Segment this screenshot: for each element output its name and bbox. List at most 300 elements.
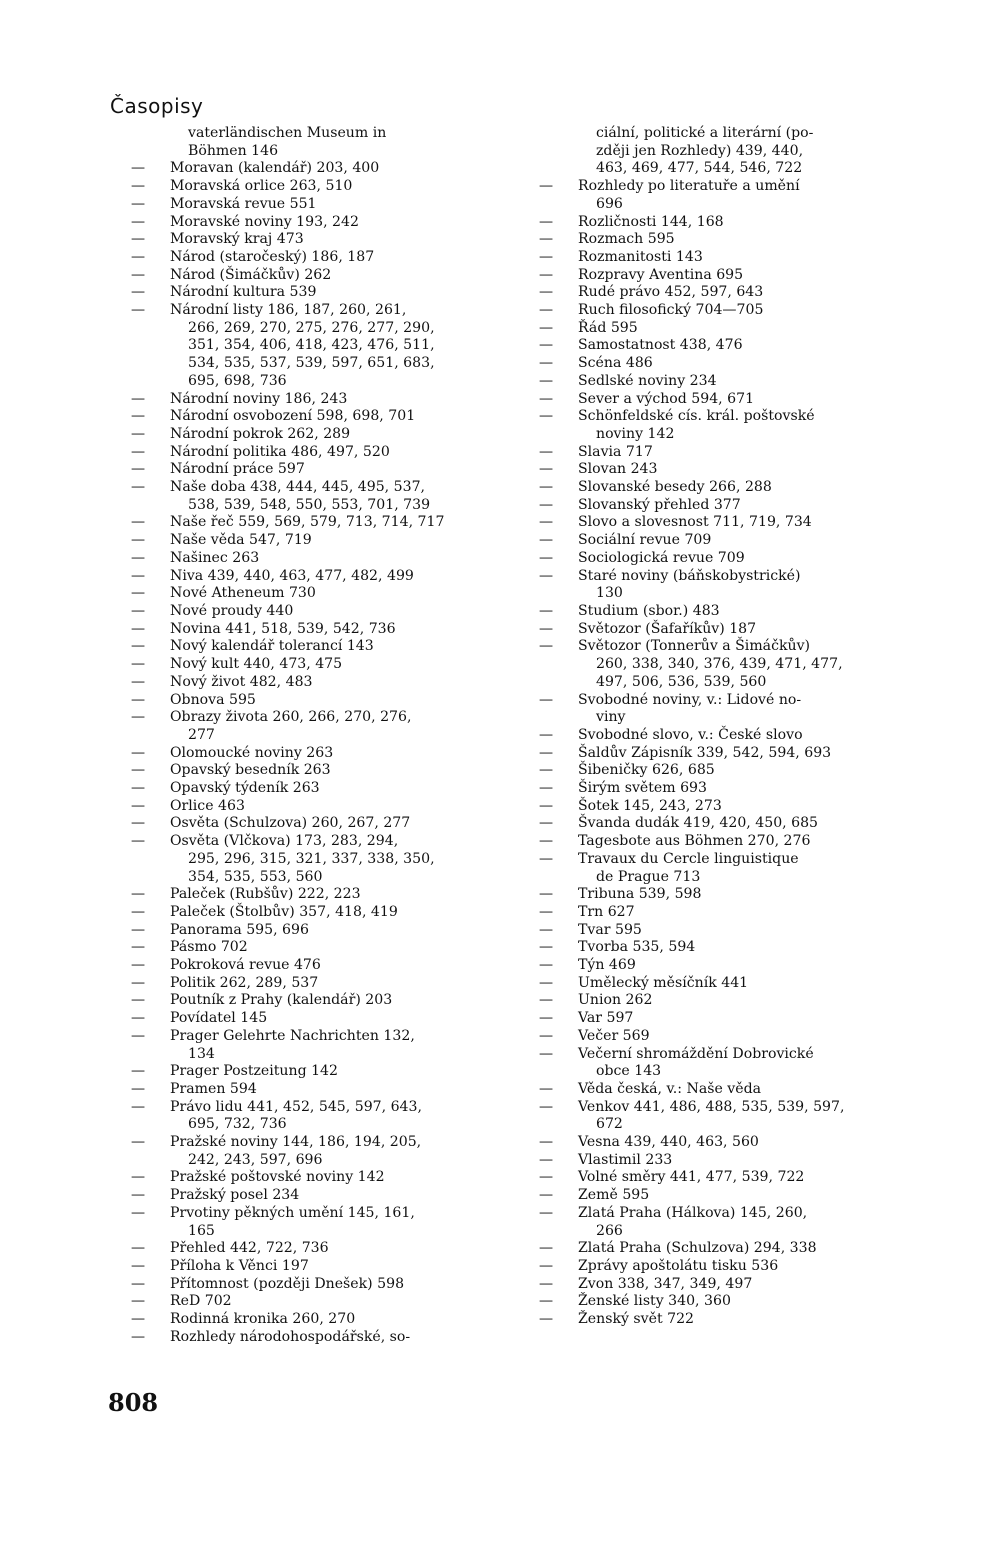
entry-dash: —: [538, 1134, 554, 1151]
entry-text: Prvotiny pěkných umění 145, 161,: [170, 1204, 415, 1221]
entry-dash: —: [538, 1258, 554, 1274]
entry-text: Slovo a slovesnost 711, 719, 734: [578, 514, 812, 531]
entry-text: Nový život 482, 483: [170, 673, 313, 690]
index-entry: [534, 638, 890, 691]
entry-text: Večerní shromáždění Dobrovické: [578, 1045, 814, 1062]
entry-dash: —: [130, 1187, 146, 1204]
entry-text: Orlice 463: [170, 797, 245, 814]
entry-dash: —: [130, 514, 146, 531]
entry-text: Moravan (kalendář) 203, 400: [170, 160, 380, 177]
entry-text: Pražské poštovské noviny 142: [170, 1169, 385, 1186]
entry-text: Olomoucké noviny 263: [170, 744, 334, 761]
index-entry: [534, 1276, 890, 1294]
entry-dash: —: [130, 160, 146, 177]
entry-text: Paleček (Štolbův) 357, 418, 419: [170, 903, 398, 920]
entry-continuation: 165: [188, 1222, 215, 1239]
index-entry: [126, 603, 496, 621]
index-entry: [534, 886, 890, 904]
index-entry: [534, 1311, 890, 1329]
entry-dash: —: [538, 479, 554, 496]
index-entry: [126, 904, 496, 922]
entry-dash: —: [130, 709, 146, 726]
entry-dash: —: [130, 1275, 146, 1292]
entry-dash: —: [130, 921, 146, 938]
index-entry: [126, 585, 496, 603]
entry-dash: —: [538, 1027, 554, 1044]
entry-dash: —: [538, 372, 554, 389]
entry-text: Národ (Šimáčkův) 262: [170, 266, 332, 283]
index-entry: [534, 125, 890, 178]
entry-dash: —: [538, 1204, 554, 1221]
entry-text: Svobodné slovo, v.: České slovo: [578, 726, 803, 743]
entry-dash: —: [538, 443, 554, 460]
index-entry: [126, 125, 496, 160]
entry-dash: —: [538, 833, 554, 850]
entry-text: Ženské listy 340, 360: [578, 1293, 731, 1310]
index-entry: [126, 957, 496, 975]
index-entry: [126, 1240, 496, 1258]
entry-dash: —: [538, 903, 554, 920]
index-entry: [534, 373, 890, 391]
index-entry: [126, 461, 496, 479]
entry-continuation: 134: [188, 1045, 215, 1062]
index-entry: [126, 408, 496, 426]
entry-text: Var 597: [578, 1010, 634, 1027]
index-entry: [534, 479, 890, 497]
index-entry: [126, 1099, 496, 1134]
entry-continuation: 534, 535, 537, 539, 597, 651, 683,: [188, 355, 435, 372]
entry-continuation: 266, 269, 270, 275, 276, 277, 290,: [188, 319, 435, 336]
index-entry: [126, 444, 496, 462]
index-entry: [126, 302, 496, 391]
entry-continuation: 463, 469, 477, 544, 546, 722: [596, 160, 803, 177]
index-entry: [534, 320, 890, 338]
entry-dash: —: [130, 1258, 146, 1274]
entry-continuation: 672: [596, 1116, 623, 1133]
index-entry: [534, 762, 890, 780]
index-entry: [534, 1258, 890, 1276]
entry-dash: —: [130, 408, 146, 425]
index-entry: [126, 532, 496, 550]
entry-text: Moravská orlice 263, 510: [170, 178, 353, 195]
entry-continuation: 497, 506, 536, 539, 560: [596, 673, 767, 690]
entry-dash: —: [130, 833, 146, 850]
entry-dash: —: [130, 1240, 146, 1257]
entry-dash: —: [130, 744, 146, 761]
index-entry: [126, 214, 496, 232]
entry-dash: —: [130, 302, 146, 319]
index-entry: [534, 214, 890, 232]
entry-dash: —: [538, 974, 554, 991]
entry-dash: —: [130, 178, 146, 195]
index-entry: [534, 815, 890, 833]
entry-continuation: 260, 338, 340, 376, 439, 471, 477,: [596, 656, 843, 673]
entry-dash: —: [538, 939, 554, 956]
entry-text: Ženský svět 722: [578, 1311, 695, 1328]
entry-dash: —: [538, 620, 554, 637]
index-entry: [126, 780, 496, 798]
entry-dash: —: [538, 1311, 554, 1328]
entry-dash: —: [130, 797, 146, 814]
entry-dash: —: [538, 549, 554, 566]
entry-dash: —: [130, 248, 146, 265]
entry-text: Slovanské besedy 266, 288: [578, 479, 772, 496]
index-entry: [126, 231, 496, 249]
entry-continuation: de Prague 713: [596, 868, 701, 885]
entry-dash: —: [538, 355, 554, 372]
entry-continuation: 354, 535, 553, 560: [188, 868, 323, 885]
entry-text: Vesna 439, 440, 463, 560: [578, 1134, 759, 1151]
index-entry: [126, 992, 496, 1010]
entry-text: Opavský týdeník 263: [170, 780, 320, 797]
entry-text: Zlatá Praha (Schulzova) 294, 338: [578, 1240, 817, 1257]
index-entry: [126, 1028, 496, 1063]
entry-text: Sever a východ 594, 671: [578, 390, 755, 407]
entry-dash: —: [538, 390, 554, 407]
entry-text: Studium (sbor.) 483: [578, 602, 720, 619]
index-entry: [126, 815, 496, 833]
index-entry: [534, 922, 890, 940]
entry-dash: —: [538, 1151, 554, 1168]
entry-dash: —: [130, 1293, 146, 1310]
index-entry: [126, 284, 496, 302]
entry-dash: —: [130, 585, 146, 602]
entry-dash: —: [130, 939, 146, 956]
index-entry: [126, 922, 496, 940]
entry-dash: —: [130, 1311, 146, 1328]
index-entry: [534, 692, 890, 727]
entry-text: Obnova 595: [170, 691, 256, 708]
entry-dash: —: [130, 390, 146, 407]
entry-text: Vlastimil 233: [578, 1151, 673, 1168]
entry-text: Osvěta (Schulzova) 260, 267, 277: [170, 815, 411, 832]
entry-dash: —: [130, 1027, 146, 1044]
entry-text: Sociální revue 709: [578, 532, 712, 549]
entry-text: Zprávy apoštolátu tisku 536: [578, 1258, 779, 1274]
index-entry: [534, 231, 890, 249]
entry-dash: —: [538, 213, 554, 230]
index-entry: [534, 337, 890, 355]
index-entry: [126, 833, 496, 886]
entry-text: Povídatel 145: [170, 1010, 268, 1027]
entry-dash: —: [130, 195, 146, 212]
index-entry: [534, 497, 890, 515]
entry-dash: —: [130, 886, 146, 903]
entry-text: Večer 569: [578, 1027, 650, 1044]
entry-dash: —: [538, 886, 554, 903]
entry-dash: —: [538, 461, 554, 478]
entry-dash: —: [538, 248, 554, 265]
index-entry: [534, 514, 890, 532]
entry-continuation: 295, 296, 315, 321, 337, 338, 350,: [188, 850, 435, 867]
entry-text: Právo lidu 441, 452, 545, 597, 643,: [170, 1098, 422, 1115]
entry-text: Ruch filosofický 704—705: [578, 302, 764, 319]
index-entry: [126, 1134, 496, 1169]
index-entry: [534, 444, 890, 462]
entry-dash: —: [538, 1080, 554, 1097]
index-entry: [534, 355, 890, 373]
section-title: Časopisy: [110, 94, 204, 118]
index-entry: [534, 621, 890, 639]
entry-text: Moravské noviny 193, 242: [170, 213, 359, 230]
entry-dash: —: [538, 496, 554, 513]
index-entry: [126, 886, 496, 904]
entry-text: Opavský besedník 263: [170, 762, 331, 779]
entry-continuation: noviny 142: [596, 425, 675, 442]
index-entry: [126, 160, 496, 178]
entry-dash: —: [538, 957, 554, 974]
index-entry: [126, 1276, 496, 1294]
entry-text: Rudé právo 452, 597, 643: [578, 284, 764, 301]
entry-text: Scéna 486: [578, 355, 653, 372]
entry-text: Rozpravy Aventina 695: [578, 266, 744, 283]
index-entry: [126, 656, 496, 674]
entry-dash: —: [538, 1187, 554, 1204]
entry-text: Trn 627: [578, 903, 635, 920]
entry-dash: —: [538, 691, 554, 708]
index-entry: [534, 1010, 890, 1028]
entry-text: Šibeničky 626, 685: [578, 762, 715, 779]
entry-dash: —: [538, 319, 554, 336]
index-entry: [126, 762, 496, 780]
entry-dash: —: [130, 532, 146, 549]
index-entry: [126, 391, 496, 409]
entry-text: Pramen 594: [170, 1080, 257, 1097]
entry-dash: —: [130, 549, 146, 566]
entry-dash: —: [538, 762, 554, 779]
entry-continuation: Böhmen 146: [188, 142, 279, 159]
entry-text: Staré noviny (báňskobystrické): [578, 567, 801, 584]
entry-text: Šotek 145, 243, 273: [578, 797, 722, 814]
entry-text: Union 262: [578, 992, 653, 1009]
index-entry: [534, 284, 890, 302]
entry-text: Rozmach 595: [578, 231, 675, 248]
entry-text: Tvar 595: [578, 921, 642, 938]
entry-continuation: 277: [188, 726, 215, 743]
entry-continuation: 696: [596, 195, 623, 212]
index-entry: [534, 1293, 890, 1311]
index-entry: [126, 1258, 496, 1276]
entry-continuation: 351, 354, 406, 418, 423, 476, 511,: [188, 337, 435, 354]
entry-dash: —: [538, 992, 554, 1009]
entry-text: Národ (staročeský) 186, 187: [170, 248, 375, 265]
entry-text: Prager Gelehrte Nachrichten 132,: [170, 1027, 415, 1044]
entry-text: Přítomnost (později Dnešek) 598: [170, 1275, 405, 1292]
entry-text: Pásmo 702: [170, 939, 248, 956]
entry-text: Světozor (Šafaříkův) 187: [578, 620, 757, 637]
index-entry: [534, 904, 890, 922]
index-entry: [534, 745, 890, 763]
entry-dash: —: [130, 1328, 146, 1345]
entry-text: Slavia 717: [578, 443, 653, 460]
entry-text: Širým světem 693: [578, 780, 707, 797]
entry-dash: —: [538, 408, 554, 425]
entry-dash: —: [538, 1293, 554, 1310]
index-entry: [534, 957, 890, 975]
entry-continuation: 130: [596, 585, 623, 602]
index-entry: [534, 550, 890, 568]
entry-text: Prager Postzeitung 142: [170, 1063, 338, 1080]
index-entry: [126, 550, 496, 568]
index-entry: [126, 1081, 496, 1099]
index-entry: [534, 249, 890, 267]
entry-text: Rozhledy národohospodářské, so-: [170, 1328, 411, 1345]
entry-dash: —: [130, 780, 146, 797]
entry-continuation: 538, 539, 548, 550, 553, 701, 739: [188, 496, 431, 513]
entry-text: Slovanský přehled 377: [578, 496, 741, 513]
entry-dash: —: [130, 1134, 146, 1151]
index-entry: [126, 975, 496, 993]
entry-text: Nové Atheneum 730: [170, 585, 316, 602]
entry-dash: —: [538, 337, 554, 354]
index-entry: [126, 196, 496, 214]
entry-dash: —: [538, 1169, 554, 1186]
entry-text: Světozor (Tonnerův a Šimáčkův): [578, 638, 811, 655]
entry-dash: —: [538, 266, 554, 283]
entry-dash: —: [130, 1098, 146, 1115]
entry-dash: —: [130, 284, 146, 301]
entry-text: Moravská revue 551: [170, 195, 317, 212]
index-entry: [126, 1169, 496, 1187]
entry-dash: —: [130, 567, 146, 584]
index-entry: [534, 1240, 890, 1258]
entry-text: Tribuna 539, 598: [578, 886, 702, 903]
entry-dash: —: [130, 1080, 146, 1097]
index-entry: [534, 461, 890, 479]
entry-text: Niva 439, 440, 463, 477, 482, 499: [170, 567, 414, 584]
index-entry: [126, 674, 496, 692]
entry-text: Týn 469: [578, 957, 636, 974]
entry-continuation: 695, 698, 736: [188, 372, 287, 389]
index-entry: [534, 532, 890, 550]
entry-text: Národní osvobození 598, 698, 701: [170, 408, 416, 425]
entry-text: Zlatá Praha (Hálkova) 145, 260,: [578, 1204, 808, 1221]
entry-text: Přehled 442, 722, 736: [170, 1240, 329, 1257]
entry-dash: —: [538, 284, 554, 301]
index-entry: [534, 727, 890, 745]
index-entry: [126, 568, 496, 586]
entry-continuation: 266: [596, 1222, 623, 1239]
entry-dash: —: [538, 921, 554, 938]
entry-dash: —: [130, 231, 146, 248]
entry-dash: —: [538, 815, 554, 832]
entry-dash: —: [538, 231, 554, 248]
index-entry: [126, 1293, 496, 1311]
entry-dash: —: [538, 1275, 554, 1292]
entry-text: Příloha k Věnci 197: [170, 1258, 309, 1274]
index-column-left: [126, 125, 496, 1347]
entry-text: Osvěta (Vlčkova) 173, 283, 294,: [170, 833, 399, 850]
page-number: 808: [108, 1388, 159, 1417]
entry-text: Volné směry 441, 477, 539, 722: [578, 1169, 805, 1186]
entry-text: Venkov 441, 486, 488, 535, 539, 597,: [578, 1098, 845, 1115]
entry-text: Věda česká, v.: Naše věda: [578, 1080, 762, 1097]
entry-dash: —: [130, 620, 146, 637]
index-entry: [534, 992, 890, 1010]
entry-text: Našinec 263: [170, 549, 260, 566]
entry-text: Nový kalendář tolerancí 143: [170, 638, 374, 655]
entry-dash: —: [538, 1098, 554, 1115]
index-entry: [534, 603, 890, 621]
entry-dash: —: [538, 638, 554, 655]
entry-text: Naše řeč 559, 569, 579, 713, 714, 717: [170, 514, 445, 531]
entry-text: vaterländischen Museum in: [188, 125, 387, 141]
entry-dash: —: [538, 178, 554, 195]
entry-text: Národní práce 597: [170, 461, 305, 478]
entry-text: Nový kult 440, 473, 475: [170, 656, 343, 673]
index-entry: [126, 798, 496, 816]
index-entry: [534, 1028, 890, 1046]
entry-dash: —: [130, 461, 146, 478]
entry-text: Pražský posel 234: [170, 1187, 300, 1204]
index-entry: [534, 391, 890, 409]
index-entry: [126, 1010, 496, 1028]
index-entry: [126, 621, 496, 639]
entry-text: ReD 702: [170, 1293, 232, 1310]
index-entry: [534, 780, 890, 798]
index-entry: [126, 1205, 496, 1240]
entry-text: Moravský kraj 473: [170, 231, 304, 248]
entry-text: Sociologická revue 709: [578, 549, 745, 566]
index-entry: [126, 426, 496, 444]
entry-dash: —: [130, 974, 146, 991]
entry-dash: —: [130, 903, 146, 920]
entry-text: ciální, politické a literární (po-: [596, 125, 814, 141]
index-entry: [534, 1134, 890, 1152]
index-entry: [126, 638, 496, 656]
entry-dash: —: [130, 443, 146, 460]
entry-text: Poutník z Prahy (kalendář) 203: [170, 992, 393, 1009]
index-entry: [126, 709, 496, 744]
entry-dash: —: [130, 815, 146, 832]
entry-text: Tagesbote aus Böhmen 270, 276: [578, 833, 811, 850]
index-entry: [534, 851, 890, 886]
entry-text: Rodinná kronika 260, 270: [170, 1311, 356, 1328]
entry-continuation: 695, 732, 736: [188, 1116, 287, 1133]
entry-dash: —: [130, 638, 146, 655]
entry-text: Svobodné noviny, v.: Lidové no-: [578, 691, 802, 708]
index-entry: [534, 1205, 890, 1240]
index-entry: [534, 833, 890, 851]
index-entry: [126, 745, 496, 763]
entry-continuation: 242, 243, 597, 696: [188, 1151, 323, 1168]
entry-dash: —: [538, 602, 554, 619]
entry-text: Panorama 595, 696: [170, 921, 309, 938]
entry-dash: —: [130, 691, 146, 708]
entry-dash: —: [538, 744, 554, 761]
index-entry: [126, 1311, 496, 1329]
entry-text: Pražské noviny 144, 186, 194, 205,: [170, 1134, 422, 1151]
index-entry: [534, 1169, 890, 1187]
entry-text: Travaux du Cercle linguistique: [578, 850, 799, 867]
entry-text: Sedlské noviny 234: [578, 372, 717, 389]
index-entry: [534, 798, 890, 816]
entry-text: Rozličnosti 144, 168: [578, 213, 724, 230]
index-entry: [126, 178, 496, 196]
index-column-right: [534, 125, 890, 1329]
entry-text: Národní listy 186, 187, 260, 261,: [170, 302, 407, 319]
entry-dash: —: [130, 1063, 146, 1080]
entry-continuation: viny: [596, 709, 626, 726]
entry-text: Samostatnost 438, 476: [578, 337, 743, 354]
entry-dash: —: [538, 726, 554, 743]
entry-dash: —: [538, 797, 554, 814]
entry-text: Zvon 338, 347, 349, 497: [578, 1275, 753, 1292]
entry-text: Schönfeldské cís. král. poštovské: [578, 408, 815, 425]
entry-text: Umělecký měsíčník 441: [578, 974, 749, 991]
index-entry: [126, 939, 496, 957]
index-entry: [126, 1329, 496, 1347]
